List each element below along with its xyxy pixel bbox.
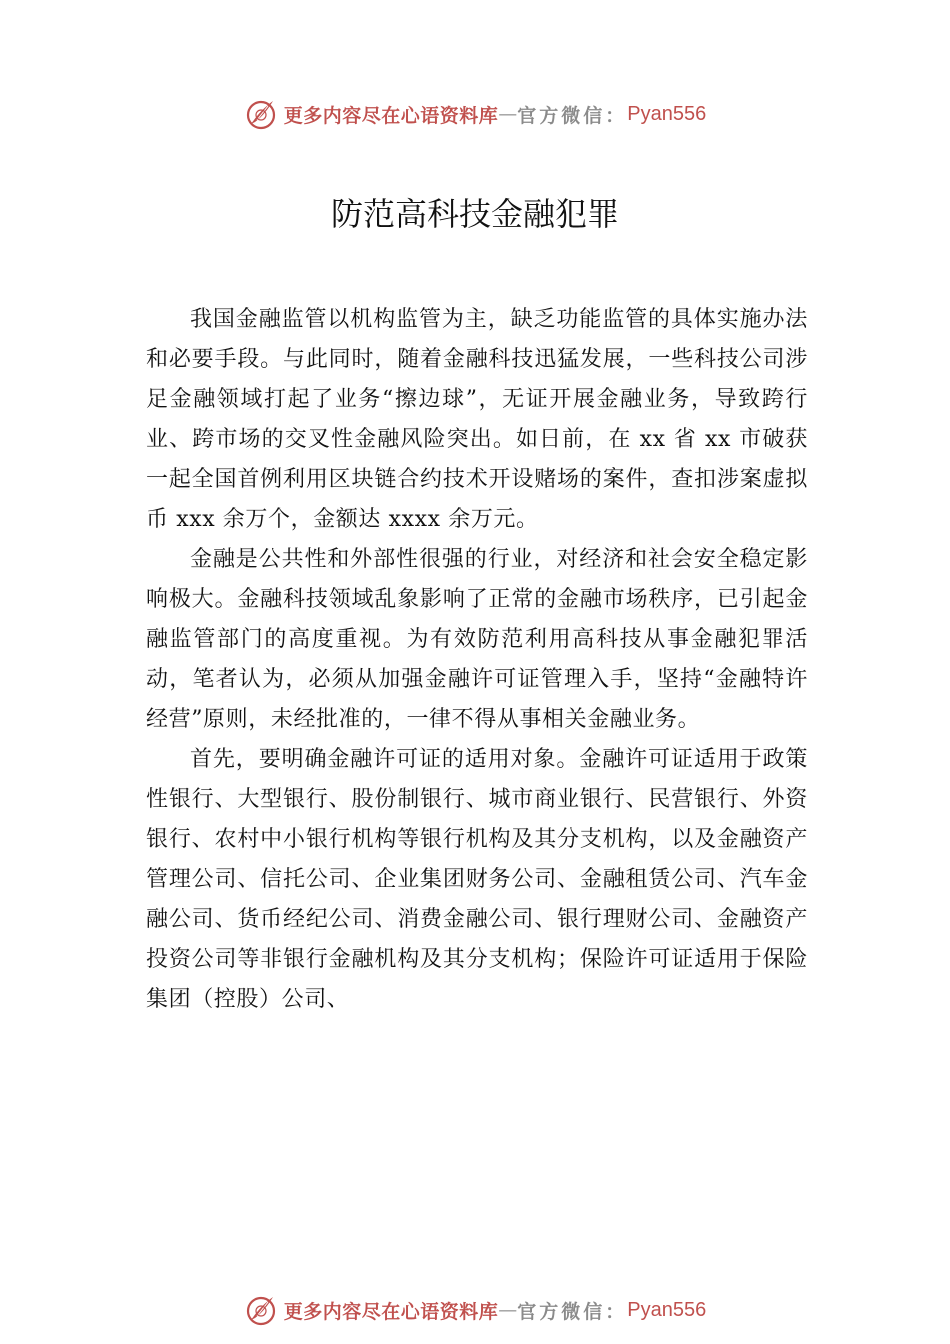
banner-dash: — <box>498 103 518 125</box>
footer-banner <box>0 1290 950 1330</box>
paragraph: 金融是公共性和外部性很强的行业，对经济和社会安全稳定影响极大。金融科技领域乱象影响了正常的金融市场秩序，已引起金融监管部门的高度重视。为有效防范利用高科技从事金融犯罪活动，笔者认为，必须从加强金融许可证管理入手，坚持“金融特许经营”原则，未经批准的，一律不得从事相关金融业务。 <box>146 547 808 732</box>
banner-wechat-label: 官方微信： <box>517 104 628 127</box>
banner-main-text: 更多内容尽在心语资料库 <box>283 1300 499 1323</box>
document-title: 防范高科技金融犯罪 <box>330 195 619 233</box>
banner-wechat-label: 官方微信： <box>517 1300 628 1323</box>
quill-pen-icon <box>244 1293 278 1327</box>
paragraph: 我国金融监管以机构监管为主，缺乏功能监管的具体实施办法和必要手段。与此同时，随着金融科技迅猛发展，一些科技公司涉足金融领域打起了业务“擦边球”，无证开展金融业务，导致跨行业、跨市场的交叉性金融风险突出。如日前，在 xx 省 xx 市破获一起全国首例利用区块链合约技术开设赌场的案件，查扣涉案虚拟币 xxx 余万个，金额达 xxxx 余万元。 <box>146 307 808 532</box>
document-body <box>146 300 808 1020</box>
banner-wechat-id: Pyan556 <box>627 1298 707 1321</box>
quill-pen-icon <box>244 97 278 131</box>
banner-main-text: 更多内容尽在心语资料库 <box>283 104 499 127</box>
banner-wechat-id: Pyan556 <box>627 102 707 125</box>
banner-dash: — <box>498 1299 518 1321</box>
header-banner <box>0 94 950 134</box>
paragraph: 首先，要明确金融许可证的适用对象。金融许可证适用于政策性银行、大型银行、股份制银行、城市商业银行、民营银行、外资银行、农村中小银行机构等银行机构及其分支机构，以及金融资产管理公司、信托公司、企业集团财务公司、金融租赁公司、汽车金融公司、货币经纪公司、消费金融公司、银行理财公司、金融资产投资公司等非银行金融机构及其分支机构；保险许可证适用于保险集团（控股）公司、 <box>146 747 808 1012</box>
